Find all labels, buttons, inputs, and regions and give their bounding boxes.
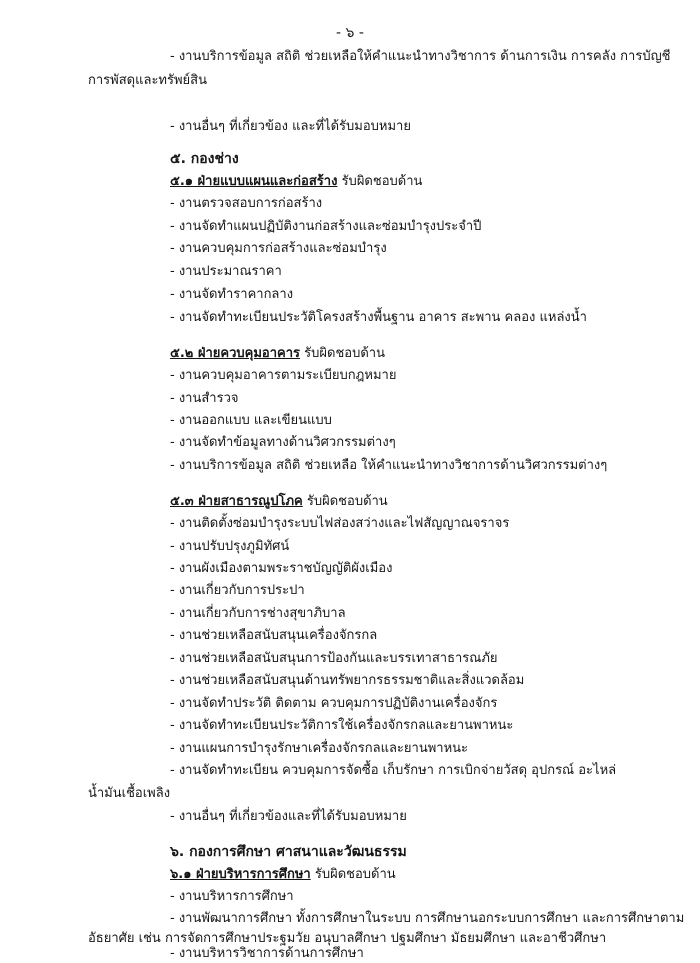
list-item: - งานช่วยเหลือสนับสนุนด้านทรัพยากรธรรมชาติและสิ่งแวดล้อม (170, 673, 525, 688)
list-item: - งานติดตั้งซ่อมบำรุงระบบไฟส่องสว่างและไฟสัญญาณจราจร (170, 516, 510, 531)
subsection-suffix: รับผิดชอบด้าน (341, 174, 423, 189)
list-item: - งานผังเมืองตามพระราชบัญญัติผังเมือง (170, 561, 393, 576)
section-heading: ๖. กองการศึกษา ศาสนาและวัฒนธรรม (170, 844, 407, 860)
subsection-suffix: รับผิดชอบด้าน (306, 494, 388, 509)
list-item: - งานบริหารวิชาการด้านการศึกษา (170, 946, 364, 961)
page-number: - ๖ - (336, 25, 364, 41)
section-heading: ๕. กองช่าง (170, 151, 239, 167)
subsection-suffix: รับผิดชอบด้าน (314, 867, 396, 882)
list-item: - งานจัดทำแผนปฏิบัติงานก่อสร้างและซ่อมบำรุงประจำปี (170, 219, 482, 234)
list-item: - งานควบคุมอาคารตามระเบียบกฎหมาย (170, 368, 397, 383)
list-item: - งานจัดทำทะเบียนประวัติการใช้เครื่องจักรกลและยานพาหนะ (170, 718, 514, 733)
list-item: - งานจัดทำทะเบียน ควบคุมการจัดซื้อ เก็บรักษา การเบิกจ่ายวัสดุ อุปกรณ์ อะไหล่ (170, 763, 617, 778)
list-item: - งานบริหารการศึกษา (170, 889, 294, 904)
list-item: - งานแผนการบำรุงรักษาเครื่องจักรกลและยานพาหนะ (170, 741, 469, 756)
list-item: - งานจัดทำราคากลาง (170, 287, 294, 302)
subsection-title: ๕.๒ ฝ่ายควบคุมอาคาร (170, 346, 301, 361)
list-item: - งานปรับปรุงภูมิทัศน์ (170, 539, 290, 554)
list-item-continuation: การพัสดุและทรัพย์สิน (88, 73, 207, 88)
subsection-title: ๕.๑ ฝ่ายแบบแผนและก่อสร้าง (170, 174, 338, 189)
subsection-heading (170, 866, 396, 884)
subsection-title: ๕.๓ ฝ่ายสาธารณูปโภค (170, 494, 303, 509)
list-item: - งานพัฒนาการศึกษา ทั้งการศึกษาในระบบ การศึกษานอกระบบการศึกษา และการศึกษาตาม (170, 911, 685, 926)
subsection-heading (170, 345, 385, 363)
list-item: - งานตรวจสอบการก่อสร้าง (170, 196, 323, 211)
list-item: - งานสำรวจ (170, 391, 239, 406)
list-item: - งานออกแบบ และเขียนแบบ (170, 413, 332, 428)
list-item: - งานจัดทำข้อมูลทางด้านวิศวกรรมต่างๆ (170, 435, 396, 450)
subsection-title: ๖.๑ ฝ่ายบริหารการศึกษา (170, 867, 311, 882)
list-item: - งานบริการข้อมูล สถิติ ช่วยเหลือให้คำแนะนำทางวิชาการ ด้านการเงิน การคลัง การบัญชี (170, 49, 671, 64)
subsection-suffix: รับผิดชอบด้าน (304, 346, 385, 361)
list-item: - งานบริการข้อมูล สถิติ ช่วยเหลือ ให้คำแนะนำทางวิชาการด้านวิศวกรรมต่างๆ (170, 458, 608, 473)
list-item-continuation: น้ำมันเชื้อเพลิง (88, 786, 171, 801)
list-item: - งานอื่นๆ ที่เกี่ยวข้อง และที่ได้รับมอบหมาย (170, 119, 411, 134)
list-item: - งานจัดทำทะเบียนประวัติโครงสร้างพื้นฐาน อาคาร สะพาน คลอง แหล่งน้ำ (170, 310, 587, 325)
list-item: - งานจัดทำประวัติ ติดตาม ควบคุมการปฏิบัติงานเครื่องจักร (170, 696, 498, 711)
list-item: - งานช่วยเหลือสนับสนุนเครื่องจักรกล (170, 628, 378, 643)
list-item: - งานช่วยเหลือสนับสนุนการป้องกันและบรรเทาสาธารณภัย (170, 651, 498, 666)
list-item-continuation: อัธยาศัย เช่น การจัดการศึกษาประฐมวัย อนุบาลศึกษา ปฐมศึกษา มัธยมศึกษา และอาชีวศึกษา (88, 931, 607, 946)
list-item: - งานควบคุมการก่อสร้างและซ่อมบำรุง (170, 241, 387, 256)
list-item: - งานประมาณราคา (170, 264, 282, 279)
list-item: - งานอื่นๆ ที่เกี่ยวข้องและที่ได้รับมอบหมาย (170, 809, 407, 824)
list-item: - งานเกี่ยวกับการประปา (170, 583, 305, 598)
list-item: - งานเกี่ยวกับการช่างสุขาภิบาล (170, 606, 346, 621)
subsection-heading (170, 173, 422, 191)
subsection-heading (170, 493, 388, 511)
